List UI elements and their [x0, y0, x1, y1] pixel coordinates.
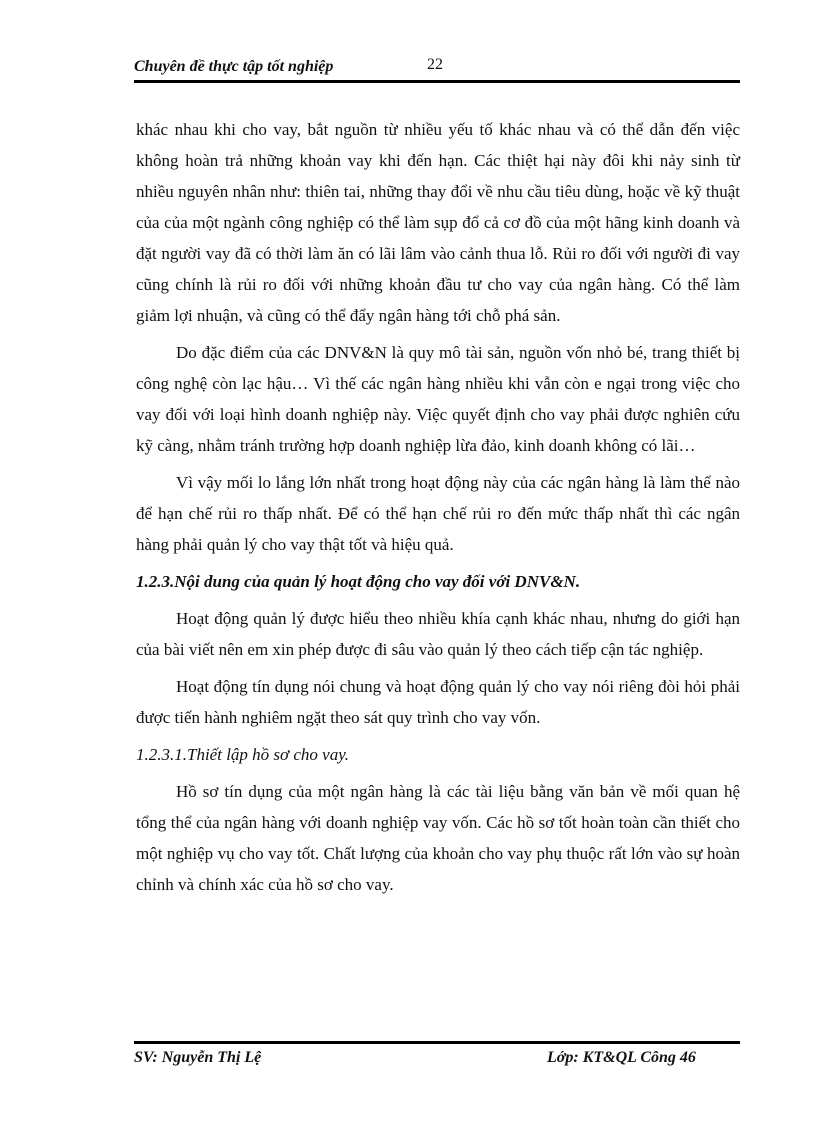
header-rule [134, 80, 740, 83]
page-number: 22 [427, 56, 443, 73]
paragraph-5: Hoạt động tín dụng nói chung và hoạt động quản lý cho vay nói riêng đòi hỏi phải được tiến hành nghiêm ngặt theo sát quy trình cho vay vốn. [136, 677, 740, 727]
paragraph-1: khác nhau khi cho vay, bắt nguồn từ nhiều yếu tố khác nhau và có thể dẫn đến việc không hoàn trả những khoản vay khi đến hạn. Các thiệt hại này đôi khi nảy sinh từ nhiều nguyên nhân như: thiên tai, những thay đổi về nhu cầu tiêu dùng, hoặc về kỹ thuật của của một ngành công nghiệp có thể làm sụp đổ cả cơ đồ của một hãng kinh doanh và đặt người vay đã có thời làm ăn có lãi lâm vào cảnh thua lỗ. Rủi ro đối với người đi vay cũng chính là rủi ro đối với những khoản đầu tư cho vay của ngân hàng. Có thể làm giảm lợi nhuận, và cũng có thể đẩy ngân hàng tới chỗ phá sản. [136, 120, 740, 325]
section-heading-1-2-3: 1.2.3.Nội dung của quản lý hoạt động cho vay đối với DNV&N. [136, 572, 581, 591]
paragraph-2: Do đặc điểm của các DNV&N là quy mô tài sản, nguồn vốn nhỏ bé, trang thiết bị công nghệ còn lạc hậu… Vì thế các ngân hàng nhiều khi vẫn còn e ngại trong việc cho vay đối với loại hình doanh nghiệp này. Việc quyết định cho vay phải được nghiên cứu kỹ càng, nhằm tránh trường hợp doanh nghiệp lừa đảo, kinh doanh không có lãi… [136, 343, 740, 455]
page-body [136, 114, 740, 906]
paragraph-3: Vì vậy mối lo lắng lớn nhất trong hoạt động này của các ngân hàng là làm thế nào để hạn chế rủi ro thấp nhất. Để có thể hạn chế rủi ro đến mức thấp nhất thì các ngân hàng phải quản lý cho vay thật tốt và hiệu quả. [136, 473, 740, 554]
footer-rule [134, 1041, 740, 1044]
page-header [134, 56, 740, 82]
paragraph-4: Hoạt động quản lý được hiểu theo nhiều khía cạnh khác nhau, nhưng do giới hạn của bài viết nên em xin phép được đi sâu vào quản lý theo cách tiếp cận tác nghiệp. [136, 609, 740, 659]
paragraph-6: Hồ sơ tín dụng của một ngân hàng là các tài liệu bằng văn bản về mối quan hệ tổng thể của ngân hàng với doanh nghiệp vay vốn. Các hồ sơ tốt hoàn toàn cần thiết cho một nghiệp vụ cho vay tốt. Chất lượng của khoản cho vay phụ thuộc rất lớn vào sự hoàn chỉnh và chính xác của hồ sơ cho vay. [136, 782, 740, 894]
footer-student: SV: Nguyễn Thị Lệ [134, 1049, 262, 1066]
subsection-heading-1-2-3-1: 1.2.3.1.Thiết lập hồ sơ cho vay. [136, 745, 350, 764]
footer-class: Lớp: KT&QL Công 46 [547, 1049, 696, 1066]
document-title: Chuyên đề thực tập tốt nghiệp [134, 58, 334, 75]
